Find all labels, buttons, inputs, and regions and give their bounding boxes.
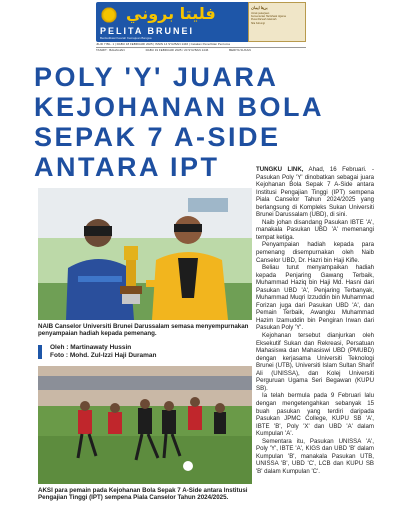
byline-author: Oleh : Martinawaty Hussin [50, 344, 132, 351]
article-paragraph: Penyampaian hadiah kepada para pemenang disempurnakan oleh Naib Canselor UBD, Dr. Hazri bin Haji Kifle. [256, 241, 374, 264]
ad-line: Kementerian Hal Ehwal Ugama [251, 15, 286, 19]
page-strip-right: BERITA SUKAN [229, 48, 251, 52]
headline: POLY 'Y' JUARA KEJOHANAN BOLA SEPAK 7 A-SIDE ANTARA IPT [34, 62, 324, 182]
article-paragraph: Sementara itu, Pasukan UNISSA 'A', Poly 'Y', IBTE 'A', KIGS dan UBD 'B' dalam Kumpulan 'B', manakala Pasukan UTB, UNISSA 'B', UBD 'C', LCB dan KUPU SB 'B' dalam Kumpulan 'C'. [256, 437, 374, 475]
match-action-photo [38, 366, 252, 484]
page-strip-center: RABU 19 FEBRUARI 2025 / 20 SYA'BAN 1446 [145, 48, 209, 52]
article-paragraph: Ia telah bermula pada 9 Februari lalu dengan mengetengahkan sebanyak 15 buah pasukan yang terdiri daripada Pasukan JPMC College, KUPU SB 'A', IBTE 'B', Poly 'X' dan UBD 'A' dalam Kumpulan 'A'. [256, 392, 374, 438]
article-paragraph: Beliau turut menyampaikan hadiah kepada Penjaring Gawang Terbaik, Muhammad Haziq bin Haji Md. Hasni dari Pasukan UBD 'A', Penjaring Terbanyak, Muhammad Muqri Izzuddin bin Muhammad Forizan juga dari Pasukan UBD 'A', dan Pemain Terbaik, Awangku Muhammad Hazim Izamuddin bin Pengiran Irwan dari Pasukan Poly 'Y'. [256, 264, 374, 332]
article-paragraph-text: Ahad, 16 Februari. - Pasukan Poly 'Y' dinobatkan sebagai juara Kejohanan Bola Sepak 7 A-Side antara Institusi Pengajian Tinggi (IPT) sempena Piala Canselor Tahun 2024/2025 yang berlangsung di Kompleks Sukan Universiti Brunei Darussalam (UBD), di sini. [256, 166, 374, 219]
crest-logo-icon [100, 6, 118, 24]
page-strip [96, 48, 306, 53]
ad-line: Untuk pekerjaan [251, 12, 270, 15]
ad-lines [249, 12, 305, 25]
masthead-tagline: Berdedikasi Kearah Kemajuan Bangsa [100, 36, 152, 40]
ad-line: Pusat Da'wah Islamiah [251, 18, 277, 22]
byline-accent-bar [38, 345, 42, 359]
byline-photographer: Foto : Mohd. Zul-Izzi Haji Duraman [50, 352, 157, 359]
article-paragraph: Kejohanan tersebut dianjurkan oleh Eksekutif Sukan dan Rekreasi, Persatuan Mahasiswa dan Mahasiswi UBD (PMUBD) dengan kerjasama Universiti Teknologi Brunei (UTB), Universiti Islam Sultan Sharif Ali (UNISSA), dan Kolej Universiti Perguruan Ugama Seri Begawan (KUPU SB). [256, 332, 374, 392]
article-dateline: TUNGKU LINK, [256, 166, 304, 173]
prize-presentation-illustration [38, 188, 252, 320]
ad-title: بريتا ايمان [251, 5, 268, 10]
article-paragraph: Naib johan disandang Pasukan IBTE 'A', manakala Pasukan UBD 'A' memenangi tempat ketiga. [256, 218, 374, 241]
page-strip-left: TASMIT : BAHAGIAN [96, 48, 125, 52]
byline [38, 344, 252, 360]
article-body [256, 166, 374, 512]
photo1-caption: NAIB Canselor Universiti Brunei Darussalam semasa menyempurnakan penyampaian hadiah kepada pemenang. [38, 323, 249, 338]
masthead-latin-title: PELITA BRUNEI [100, 26, 195, 36]
ad-line: Sila hubungi [251, 21, 265, 25]
masthead-arabic-title: فليتا بروني [126, 4, 216, 23]
match-action-illustration [38, 366, 252, 484]
article-paragraph [256, 166, 374, 219]
photo2-caption: AKSI para pemain pada Kejohanan Bola Sepak 7 A-Side antara Institusi Pengajian Tinggi (IPT) sempena Piala Canselor Tahun 2024/2025. [38, 487, 248, 502]
masthead-ad [248, 2, 306, 42]
prize-presentation-photo [38, 188, 252, 320]
issue-info-bar: JILID 7 BIL. 1 | RABU 18 FEBRUARI 2025 | ISNIN 14 SYA'BAN 1446 | Cetakan Penerbitan Percuma [96, 42, 306, 48]
byline-text [50, 344, 157, 360]
